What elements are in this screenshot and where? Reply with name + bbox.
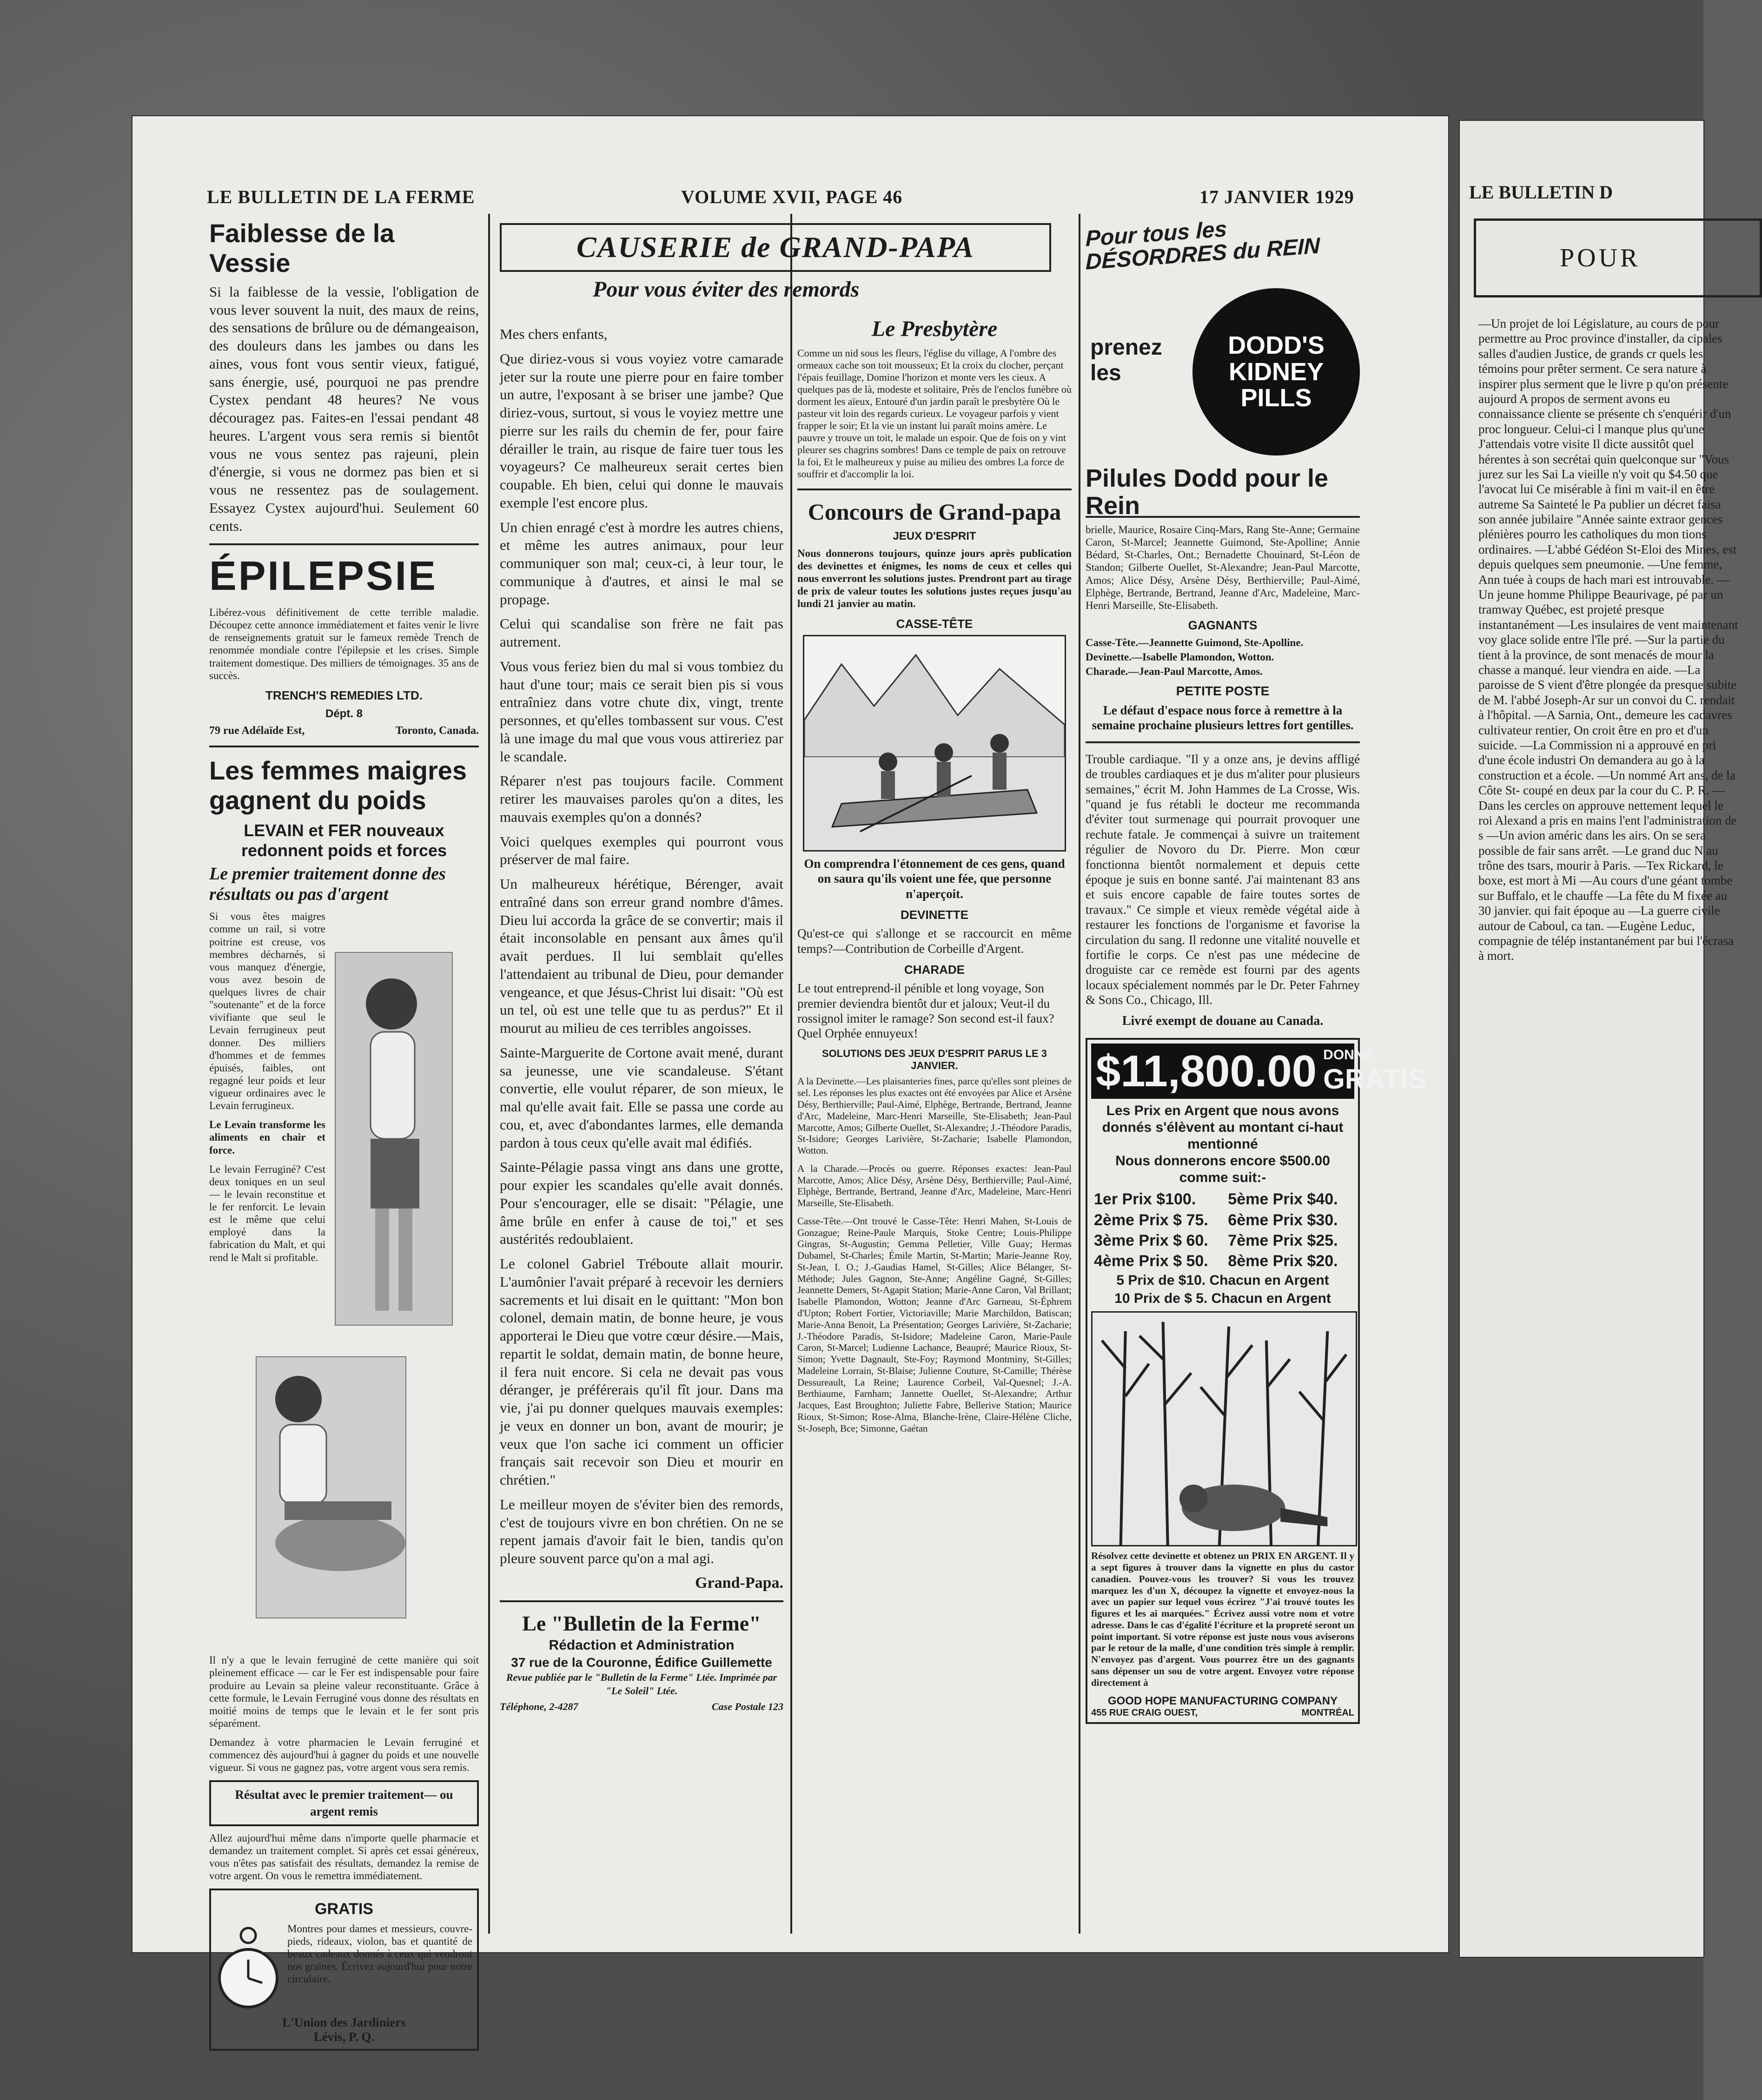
gratis-city: Lévis, P. Q. <box>313 2029 375 2044</box>
dodds-prenez: prenez les <box>1090 335 1162 386</box>
pocket-watch-icon <box>216 1922 281 2015</box>
causerie-p10: Le colonel Gabriel Tréboute allait mourir. L'aumônier l'avait préparé à recevoir les derniers sacrements et lui disait en le quittant: "Mon bon colonel, demain matin, de bonne heure, je vous apporterai le Dieu que votre cœur désire.—Mais, repartit le soldat, demain matin, de bonne heure, il fera nuit encore. Si cela ne devait pas vous déranger, je préférerais qu'il fît jour. Dans ma vie, j'ai pu donner quelques mauvais exemples: je veux en donner un bon, avant de mourir; je veux que l'on sache ici comment un officier français sait recevoir son Dieu et mourir en chrétien." <box>500 1255 783 1488</box>
solutions-devinette: A la Devinette.—Les plaisanteries fines, parce qu'elles sont pleines de sel. Les réponses les plus exactes ont été envoyées par Alice et Arsène Désy, Berthierville; Paul-Aimé, Elphège, Bertrande, Bertrand, Jeanne d'Arc, Madeleine, Marc-Henri Marseille, Ste-Elisabeth; Jean-Paul Marcotte, Amos; Gilberte Ouellet, St-Alexandre; J.-Théodore Paradis, St-Isidore; Georges Larivière, St-Zacharie; Isabelle Plamondon, Wotton. <box>797 1076 1072 1156</box>
beaver-forest-illustration <box>1091 1311 1357 1546</box>
causerie-p2: Un chien enragé c'est à mordre les autres chiens, et même les autres animaux, pour leur communiquer son mal; ceux-ci, à leur tour, le communique à d'autres, et ainsi le mal se propage. <box>500 519 783 608</box>
prize-cell: 1er Prix $100. <box>1094 1190 1196 1208</box>
causerie-p8: Sainte-Marguerite de Cortone avait mené, durant sa jeunesse, une vie scandaleuse. S'étant convertie, elle voulut réparer, de son mieux, le mal qu'elle avait fait. Elle se passa une corde au cou, et, avec d'abondantes larmes, elle demanda pardon à tous ceux qu'elle avait mal édifiés. <box>500 1044 783 1151</box>
woman-photo-2 <box>256 1356 406 1618</box>
epilepsie-dept: Dépt. 8 <box>325 707 363 720</box>
header-right: 17 JANVIER 1929 <box>1199 186 1354 207</box>
gagnants-title: GAGNANTS <box>1188 618 1258 632</box>
prize-row <box>1091 1189 1354 1209</box>
greeting: Mes chers enfants, <box>500 326 608 342</box>
signature: Grand-Papa. <box>695 1574 783 1592</box>
causerie-p1: Que diriez-vous si vous voyiez votre camarade jeter sur la route une pierre pour en faire tomber un autre, l'exposant à se briser une jambe? Que diriez-vous, surtout, si vous le voyiez mettre une pierre sur les rails du chemin de fer, pour faire dérailler le train, au risque de faire tuer tous les voyageurs? Ce malheureux serait certes bien coupable. Eh bien, celui qui donne le mauvais exemple l'est encore plus. <box>500 350 783 511</box>
prize-cell: 4ème Prix $ 50. <box>1094 1252 1208 1270</box>
gagnants-names: brielle, Maurice, Rosaire Cinq-Mars, Rang Ste-Anne; Germaine Caron, St-Marcel; Jeannette Guimond, Ste-Apolline; Annie Bédard, St-Charles, Ont.; Bernadette Chouinard, St-Léon de Standon; Gilberte Ouellet, St-Alexandre; Jean-Paul Marcotte, Amos; Alice Désy, Arsène Désy, Berthierville; Paul-Aimé, Elphège, Bertrande, Bertrand, Jeanne d'Arc, Madeleine, Marc-Henri Marseille, Ste-Elisabeth. <box>1086 524 1360 611</box>
gratis-title: GRATIS <box>315 1900 373 1918</box>
prize-text-1: Les Prix en Argent que nous avons donnés s'élèvent au montant ci-haut mentionné <box>1102 1103 1344 1152</box>
prize-row <box>1091 1251 1354 1271</box>
dodds-headline: Pour tous les DÉSORDRES du REIN <box>1086 217 1320 275</box>
causerie-p6: Voici quelques exemples qui pourront vous préserver de mal faire. <box>500 833 783 868</box>
prize-cell: 2ème Prix $ 75. <box>1094 1211 1208 1229</box>
epilepsie-company: TRENCH'S REMEDIES LTD. <box>265 688 423 702</box>
epilepsie-address: 79 rue Adélaïde Est, <box>209 724 305 737</box>
solutions-casse-tete: Casse-Tête.—Ont trouvé le Casse-Tête: Henri Mahen, St-Louis de Gonzague; Reine-Paule Marquis, Stoke Centre; Louis-Philippe Gingras, St-Augustin; Gemma Pelletier, Ville Guay; Hermas Dubamel, St-Charles; Émile Martin, St-Martin; Marie-Jeanne Roy, St-Jean, I. O.; J.-Gaudias Hamel, St-Gilles; Alice Bélanger, St-Méthode; Jules Gagnon, Ste-Anne; Angéline Gagné, St-Gilles; Jeannette Demers, St-Agapit Station; Marie-Anne Caron, Val Brillant; Isabelle Plamondon, Wotton; Jeanne d'Arc Garneau, St-Éphrem d'Upton; Robert Fortier, Victoriaville; Marie Marchildon, Batiscan; Marie-Anna Benoit, La Présentation; Georges Larivière, St-Zacharie; J.-Théodore Paradis, St-Isidore; Madeleine Caron, Marie-Paule Caron, St-Marcel; Ludienne Lachance, Beaupré; Maurice Rioux, St-Simon; Yvette Dagnault, Ste-Foy; Raymond Montminy, St-Gilles; Madeleine Lorrain, St-Blaise; Julienne Couture, St-Camille; Thérèse Dessureault, La Reine; Laurence Corbeil, Val-Quesnel; J.-A. Berthiaume, Farnham; Jannette Ouellet, St-Alexandre; Arthur Jacques, East Broughton; Juliette Fabre, Bellerive Station; Maurice Rioux, St-Simon; Rose-Alma, Blanche-Irène, Claire-Hélène Cliche, St-Joseph, Bce; Simonne, Gaétan <box>797 1215 1072 1434</box>
prize-city: MONTRÉAL <box>1301 1708 1354 1718</box>
divider <box>209 543 479 545</box>
devinette-title: DEVINETTE <box>901 907 968 922</box>
column-1 <box>209 218 479 2044</box>
bulletin-box: Case Postale 123 <box>712 1700 783 1712</box>
casse-tete-caption: On comprendra l'étonnement de ces gens, quand on saura qu'ils voient une fée, que personne n'aperçoit. <box>804 856 1065 901</box>
prize-donne: DONNÉ <box>1323 1047 1374 1063</box>
header-center: VOLUME XVII, PAGE 46 <box>681 186 903 207</box>
concours-title: Concours de Grand-papa <box>808 498 1061 525</box>
femmes-body-2: Le Levain transforme les aliments en chair et force. <box>209 1119 325 1156</box>
divider <box>1086 741 1360 743</box>
solutions-charade: A la Charade.—Procès ou guerre. Réponses exactes: Jean-Paul Marcotte, Amos; Alice Désy, Arsène Désy, Berthierville; Paul-Aimé, Elphège, Bertrande, Bertrand, Jeanne d'Arc, Madeleine, Marc-Henri Marseille, Ste-Elisabeth. <box>797 1162 1072 1209</box>
petite-poste-body: Le défaut d'espace nous force à remettre à la semaine prochaine plusieurs lettres fort gentilles. <box>1092 703 1354 733</box>
prize-banner <box>1091 1043 1427 1099</box>
gagnant-3: Charade.—Jean-Paul Marcotte, Amos. <box>1086 666 1263 678</box>
femmes-subtitle: LEVAIN et FER nouveaux redonnent poids et forces <box>241 820 447 860</box>
pour-title: POUR <box>1560 244 1641 272</box>
femmes-italic-subtitle: Le premier traitement donne des résultats ou pas d'argent <box>209 864 446 904</box>
column-3 <box>797 317 1072 1934</box>
prize-cell: 7ème Prix $25. <box>1228 1231 1338 1249</box>
gratis-company: L'Union des Jardiniers <box>282 2015 406 2029</box>
causerie-p9: Sainte-Pélagie passa vingt ans dans une grotte, pour expier les scandales qu'elle avait donnés. Pour s'encourager, elle se disait: "Pélagie, une âme brûle en enfer à cause de toi," et ses austérités redoublaient. <box>500 1159 783 1248</box>
bulletin-title: Le "Bulletin de la Ferme" <box>522 1611 761 1635</box>
devinette-body: Qu'est-ce qui s'allonge et se raccourcit en même temps?—Contribution de Corbeille d'Argent. <box>797 926 1072 956</box>
next-page-partial <box>1460 121 1738 1957</box>
gagnant-1: Casse-Tête.—Jeannette Guimond, Ste-Apolline. <box>1086 637 1304 649</box>
bulletin-address: 37 rue de la Couronne, Édifice Guillemette <box>511 1655 772 1670</box>
causerie-p7: Un malheureux hérétique, Bérenger, avait entraîné dans son erreur grand nombre d'âmes. Dieu lui accorda la grâce de se convertir; mais il était inconsolable en pensant aux âmes qu'il avait perdues. Il lui semblait qu'elles l'attendaient au tribunal de Dieu, pour demander vengeance, et que Jésus-Christ lui disait: "Où est un tel, où est une telle que tu as perdus?" Et il mourut au milieu de ces terribles angoisses. <box>500 876 783 1036</box>
causerie-p4: Vous vous feriez bien du mal si vous tombiez du haut d'une tour; mais ce serait bien pis si vous entraîniez dans votre chute dix, vingt, trente personnes, et qu'elles tombassent sur vous. C'est là une image du mal que vous vous attireriez par le scandale. <box>500 658 783 765</box>
prize-gratis: GRATIS <box>1323 1063 1427 1095</box>
causerie-p11: Le meilleur moyen de s'éviter bien des remords, c'est de toujours vivre en bon chrétien. On ne se repent jamais d'avoir fait le bien, tandis qu'on pleure souvent parce qu'on a mal agi. <box>500 1496 783 1566</box>
dodds-bottom: Pilules Dodd pour le Rein <box>1086 464 1329 520</box>
trouble-body: Trouble cardiaque. "Il y a onze ans, je devins affligé de troubles cardiaques et je dus m'aliter pour plusieurs semaines," écrit M. John Hammes de La Crosse, Wis. "quand je fus rétabli le docteur me recommanda d'éviter tout surmenage qui pourrait provoquer une rechute fatale. Je commençai à suivre un traitement régulier de Novoro du Dr. Pierre. Mon cœur fonctionna bientôt normalement et depuis cette époque je suis en bonne santé. J'ai maintenant 83 ans et suis encore capable de faire toutes sortes de travaux." Ce simple et vieux remède végétal aide à restaurer les fonctions de l'organisme et favorise la circulation du sang. Il redonne une vitalité nouvelle et fortifie le corps. Ce n'est pas une médecine de droguiste car ce remède est fourni par des agents locaux spécialement nommés par le Dr. Peter Fahrney & Sons Co., Chicago, Ill. <box>1086 752 1360 1007</box>
prize-row <box>1091 1210 1354 1230</box>
jeux-body: Nous donnerons toujours, quinze jours après publication des devinettes et énigmes, les noms de ceux et celles qui nous enverront les solutions justes. Prendront part au tirage de prix de valeur toutes les solutions justes reçues jusqu'au lundi 21 janvier au matin. <box>797 547 1072 610</box>
column-rule-1 <box>488 214 490 1934</box>
prize-row <box>1091 1230 1354 1251</box>
header-left: LE BULLETIN DE LA FERME <box>207 186 475 207</box>
casse-tete-title: CASSE-TÊTE <box>896 616 973 631</box>
causerie-p5: Réparer n'est pas toujours facile. Comment retirer les mauvaises paroles qu'on a dites, les mauvais exemples qu'on a donnés? <box>500 773 783 825</box>
charade-body: Le tout entreprend-il pénible et long voyage, Son premier deviendra bientôt dur et jaloux; Veut-il du rossignol imiter le ramage? Son second est-il faux? Quel Orphée ennuyeux! <box>797 981 1054 1041</box>
prize-company: GOOD HOPE MANUFACTURING COMPANY <box>1107 1695 1338 1708</box>
presbytere-title: Le Presbytère <box>871 317 998 341</box>
causerie-subtitle: Pour vous éviter des remords <box>593 277 860 302</box>
divider <box>209 746 479 747</box>
femmes-body-5: Demandez à votre pharmacien le Levain ferruginé et commencez dès aujourd'hui à gagner du poids et une nouvelle vigueur. Si vous ne gagnez pas, votre argent vous sera remis. <box>209 1737 479 1774</box>
column-2 <box>500 325 783 1934</box>
pour-title-box <box>1474 218 1762 297</box>
prize-caption: Résolvez cette devinette et obtenez un PRIX EN ARGENT. Il y a sept figures à trouver dans la vignette en plus du castor canadien. Pouvez-vous les trouver? Si vous les trouvez marquez les d'un X, découpez la vignette et envoyez-nous la avec un papier sur lequel vous écrirez "J'ai trouvé toutes les figures et les ai marquées." Écrivez aussi votre nom et votre adresse. Dans le cas d'égalité l'écriture et la propreté seront un point important. Si votre réponse est juste nous vous aviserons par le retour de la malle, d'une condition très simple à remplir. N'envoyez pas d'argent. Vous pourrez être un des gagnants sans dépenser un sou de votre argent. Envoyez votre réponse directement à <box>1091 1550 1354 1688</box>
prize-cell: 8ème Prix $20. <box>1228 1252 1338 1270</box>
dodds-kidney-logo: DODD'S KIDNEY PILLS <box>1192 288 1360 456</box>
gratis-ad <box>209 1889 479 2051</box>
prize-cell: 6ème Prix $30. <box>1228 1211 1338 1229</box>
bulletin-telephone: Téléphone, 2-4287 <box>500 1700 578 1712</box>
prize-extra-2: 10 Prix de $ 5. Chacun en Argent <box>1114 1291 1331 1307</box>
dodds-ad <box>1086 218 1360 518</box>
solutions-title: SOLUTIONS DES JEUX D'ESPRIT PARUS LE 3 JANVIER. <box>821 1047 1047 1072</box>
presbytere-poem: Comme un nid sous les fleurs, l'église du village, A l'ombre des ormeaux cache son toit mousseux; Et la croix du clocher, perçant l'épais feuillage, Domine l'horizon et monte vers les cieux. A quelques pas de là, modeste et solitaire, Près de l'enclos funèbre où dorment les aïeux, Entouré d'un jardin paraît le presbytère Où le pasteur vit loin des regards curieux. Le voyageur parfois y vient frapper le soir; Et la vie un instant lui paraît moins amère. Le pauvre y trouve un toit, le malade un espoir. Que de fois on y vint pleurer ses chagrins sombres! Dans ce temple de paix on retrouve la foi, Et le malheureux y puise au milieu des ombres La force de souffrir et d'accomplir la loi. <box>797 347 1072 480</box>
woman-photo-1 <box>335 952 453 1326</box>
next-page-header: LE BULLETIN D <box>1469 182 1613 203</box>
epilepsie-city: Toronto, Canada. <box>395 724 479 737</box>
femmes-body-4: Il n'y a que le levain ferruginé de cette manière qui soit pleinement efficace — car le Fer est indispensable pour faire produire au Levain sa pleine valeur reconstituante. Grâce à cette formule, le Levain Ferruginé vous donne des résultats en moitié moins de temps que le levain et le fer sont pris séparément. <box>209 1654 479 1729</box>
trouble-end: Livré exempt de douane au Canada. <box>1122 1014 1324 1029</box>
vessie-body: Si la faiblesse de la vessie, l'obligation de vous lever souvent la nuit, des maux de reins, des sensations de brûlure ou de démangeaison, des douleurs dans les jambes ou dans les aines, vous font vous sentir vieux, fatigué, sans énergie, usé, pourquoi ne pas prendre Cystex pendant 48 heures? Ne vous découragez pas. Faites-en l'essai pendant 48 heures. L'argent vous sera remis si bientôt vous ne vous sentez pas rajeuni, plein d'énergie, si vous ne dormez pas bien et si vous ne ressentez pas de soulagement. Essayez Cystex aujourd'hui. Seulement 60 cents. <box>209 283 479 534</box>
gagnant-2: Devinette.—Isabelle Plamondon, Wotton. <box>1086 651 1274 663</box>
resultat-box: Résultat avec le premier traitement— ou argent remis <box>209 1780 479 1826</box>
prize-table <box>1091 1189 1354 1271</box>
divider <box>797 489 1072 490</box>
prize-extra-1: 5 Prix de $10. Chacun en Argent <box>1116 1273 1329 1288</box>
prize-cell: 5ème Prix $40. <box>1228 1190 1338 1208</box>
causerie-title: CAUSERIE de GRAND-PAPA <box>500 223 1051 272</box>
prize-address: 455 RUE CRAIG OUEST, <box>1091 1708 1198 1718</box>
bulletin-subtitle: Rédaction et Administration <box>549 1637 735 1653</box>
petite-poste-title: PETITE POSTE <box>1176 684 1270 699</box>
bulletin-publisher: Revue publiée par le "Bulletin de la Ferme" Ltée. Imprimée par "Le Soleil" Ltée. <box>506 1671 777 1697</box>
femmes-body-1: Si vous êtes maigres comme un rail, si votre poitrine est creuse, vos membres décharnés, si vous manquez d'énergie, vous avez besoin de quelques livres de chair "soutenante" et de la force vivifiante que seul le Levain ferrugineux peut donner. Des milliers d'hommes et de femmes épuisés, faibles, ont regagné leur poids et leur vigueur ordinaires avec le Levain ferrugineux. <box>209 911 325 1112</box>
prize-text-2: Nous donnerons encore $500.00 comme suit:- <box>1115 1153 1330 1186</box>
femmes-title: Les femmes maigres gagnent du poids <box>209 755 467 815</box>
epilepsie-title: ÉPILEPSIE <box>209 553 437 599</box>
epilepsie-body: Libérez-vous définitivement de cette terrible maladie. Découpez cette annonce immédiatement et faites venir le livre de renseignements gratuit sur le fameux remède Trench de renommée mondiale contre l'épilepsie et les crises. Simple traitement domestique. Des milliers de témoignages. 35 ans de succès. <box>209 607 479 681</box>
casse-tete-illustration <box>803 635 1066 852</box>
newspaper-page <box>132 116 1448 2044</box>
good-hope-ad <box>1086 1038 1427 1724</box>
resultat-body: Allez aujourd'hui même dans n'importe quelle pharmacie et demandez un traitement complet. Si après cet essai généreux, vous n'êtes pas satisfait des résultats, demandez la remise de votre argent. On vous le remettra immédiatement. <box>209 1832 479 1882</box>
prize-cell: 3ème Prix $ 60. <box>1094 1231 1208 1249</box>
vessie-title: Faiblesse de la Vessie <box>209 218 395 278</box>
causerie-p3: Celui qui scandalise son frère ne fait pas autrement. <box>500 615 783 650</box>
femmes-body-3: Le levain Ferruginé? C'est deux toniques en un seul — le levain reconstitue et le fer renforcit. Le levain est le même que celui employé dans la fabrication du Malt, et qui rend le Malt si profitable. <box>209 1163 325 1263</box>
column-4 <box>1086 217 1427 1934</box>
charade-title: CHARADE <box>904 962 965 977</box>
next-page-body: —Un projet de loi Législature, au cours de pour permettre au Proc province d'installer, da cipales salles d'audien Justice, de grands cr quels les témoins pour prêter serment. Ce sera nature à inspirer plus serment que le livre p qu'on présente aujourd A propos de serment avons eu connaissance cliente se présente ch s'enquérir d'un proc longueur. Celui-ci l manque plus qu'une J'attendais votre visite Il dicte aussitôt quel hérentes à son secrétai quin quelconque sur "Vous jurez sur les Sai La vieille n'y voit qu $4.50 que l'avocat lui Ce misérable à fini m vait-il en être autreme Sa Sainteté le Pa publier un décret faisa son année jubilaire "Année sainte extraor gences plénières pourro les catholiques du mon tions ordinaires. —L'abbé Gédéon St-Eloi des Mines, est depuis quelques sem pneumonie. —Une femme, Ann tuée à coups de hach mari est introuvable. —Un jeune homme Philippe Beaurivage, pé par un tramway Québec, est projeté presque instantanément —Les insulaires de vent maintenant voy glace solide entre l'île pré. —Sur la partie du tient à la province, de sont menacés de mour la chasse a manqué. leur viendra en aide. —La paroisse de S vient d'être plongée da presque subite de M. l'abbé Joseph-Ar sur un convoi du C. rendait à l'hôpital. —A Sarnia, Ont., demeure les cadavres cultivateur rentier, On croit être en pro et d'un suicide. —La Commission ni a approuvé en pri d'une école industri On demandera au go à la construction et a école. —Un nommé Art ans, de la Côte St- coupé en deux par la cour du C. P. R. —Dans les cercles on approuve nettement lequel le roi Alexand a pris en mains l'ent l'administration de s —Un avion améric dans les airs. On se sera possible de fair sans arrêt. —Le grand duc N au trône des tsars, mourir à Paris. —Tex Rickard, le boxe, est mort à Mi —Au cours d'une géant tombe sur Buffalo, et le chauffe —La fête du M fixée au 30 janvier. qui fait époque au —La guerre civile autour de Caboul, ca tan. —Eugène Leduc, compagnie de télép instantanément par bui l'écrasa à mort. <box>1478 317 1738 963</box>
divider <box>500 1600 783 1602</box>
prize-amount: $11,800.00 <box>1096 1046 1317 1096</box>
jeux-title: JEUX D'ESPRIT <box>893 530 976 543</box>
gratis-body: Montres pour dames et messieurs, couvre-pieds, rideaux, violon, bas et quantité de beaux cadeaux donnés à ceux qui vendront nos graines. Écrivez aujourd'hui pour notre circulaire. <box>287 1922 472 1985</box>
